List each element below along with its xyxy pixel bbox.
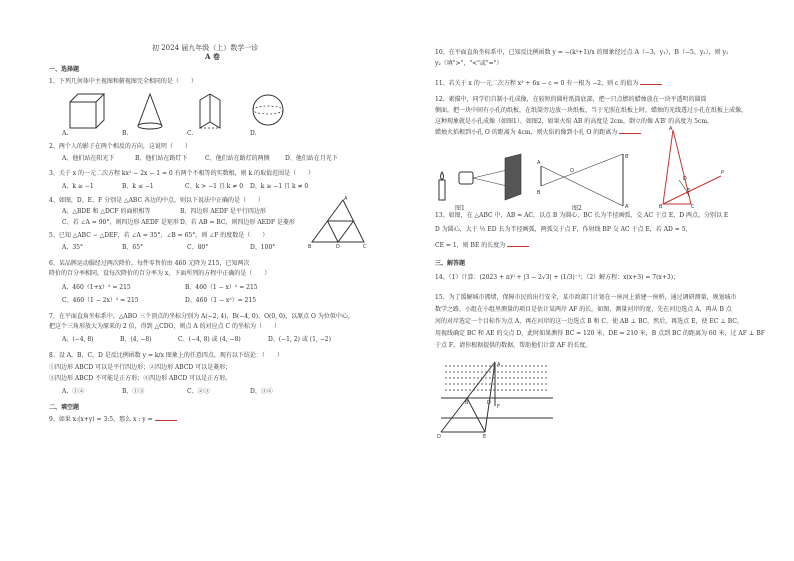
section-answer-heading: 三、解答题 bbox=[435, 260, 466, 267]
q7-option-c: C、(−4, 8) 或 (4, −8) bbox=[178, 336, 241, 343]
question-10-line2: y₂（填">"，"<"或"="） bbox=[435, 60, 503, 67]
question-13-line1: 13、如图，在 △ABC 中，AB = AC，以点 B 为圆心，BC 长为半径画弧，交 AC 于点 E，D 两点，分别以 E bbox=[435, 212, 729, 219]
question-3: 3、关于 x 的一元二次方程 kx² − 2x − 1 = 0 有两个不相等的实数根，则 k 的取值范围是（ ） bbox=[49, 170, 315, 177]
question-6-line2: 降价的百分率相同，设每次降价的百分率为 x，下面所列的方程中正确的是（ ） bbox=[49, 270, 271, 277]
q3-option-d: D、k ≥ −1 且 k ≠ 0 bbox=[250, 183, 309, 190]
svg-text:D: D bbox=[336, 244, 340, 250]
svg-text:F: F bbox=[497, 404, 500, 410]
q6-option-c: C、460（1 − 2x）² = 215 bbox=[62, 297, 139, 304]
question-15-line4: 用视线确定 BC 和 AE 的交点 D，此时如果测得 BC = 120 米，DE = 210 米，B 点到 BC 的距离为 60 米，过 AF ⊥ BF bbox=[435, 330, 765, 337]
cone-icon bbox=[138, 94, 162, 129]
svg-text:A: A bbox=[497, 362, 501, 368]
q1-option-a: A. bbox=[62, 130, 69, 137]
svg-text:B: B bbox=[537, 190, 541, 196]
svg-text:E: E bbox=[483, 434, 487, 440]
q4-option-a: A、△BDE 和 △DCF 的面积相等 bbox=[62, 208, 151, 215]
q6-option-b: B、460（1 − x）² = 215 bbox=[185, 284, 258, 291]
sphere-icon bbox=[253, 95, 283, 125]
q13-answer-blank[interactable] bbox=[507, 246, 529, 247]
q5-option-c: C、80° bbox=[187, 244, 209, 251]
question-12-line1: 12、素描中，同学们自制小孔成像，在较短的圆柱纸筒底部，把一只点燃的蜡烛放在一块平透明的圆筒 bbox=[435, 96, 707, 103]
rectangular-prism-icon bbox=[70, 94, 104, 128]
q15-river-figure bbox=[437, 360, 557, 440]
q5-option-d: D、100° bbox=[250, 244, 276, 251]
svg-text:A′: A′ bbox=[625, 204, 630, 210]
svg-text:D: D bbox=[437, 434, 441, 440]
q12-figure-1 bbox=[437, 150, 547, 210]
q8-option-d: D、③④ bbox=[250, 388, 273, 395]
q2-option-d: D、他们站在月光下 bbox=[285, 155, 338, 162]
triangular-prism-icon bbox=[200, 94, 220, 128]
q6-option-d: D、460（1 − x²）= 215 bbox=[185, 297, 257, 304]
question-5: 5、已知 △ABC ∽ △DEF，若 ∠A = 35°，∠B = 65°，则 ∠F 的度数是（ ） bbox=[49, 232, 269, 239]
q3-option-a: A、k ≥ −1 bbox=[62, 183, 94, 190]
q3-option-b: B、k ≤ −1 bbox=[122, 183, 154, 190]
figure-1-caption: 图1 bbox=[455, 205, 465, 212]
svg-text:C: C bbox=[691, 204, 695, 210]
q8-statement-1: ①四边形 ABCD 可以是平行四边形；②四边形 ABCD 可以是菱形； bbox=[49, 364, 232, 371]
q1-option-b: B. bbox=[122, 130, 129, 137]
candle-icon bbox=[439, 180, 445, 200]
svg-text:O: O bbox=[570, 168, 574, 174]
pinhole-box bbox=[459, 172, 473, 184]
q1-solids-figure bbox=[70, 90, 390, 140]
q8-statement-2: ③四边形 ABCD 不可能是正方形；④四边形 ABCD 可以是正方形。 bbox=[49, 375, 232, 382]
question-4: 4、如图，D、E、F 分别是 △ABC 各边的中点，则以下说法中正确的是（ ） bbox=[49, 197, 264, 204]
q5-option-a: A、35° bbox=[62, 244, 83, 251]
q5-option-b: B、65° bbox=[122, 244, 144, 251]
right-page bbox=[397, 0, 794, 561]
q8-option-b: B、①③ bbox=[122, 388, 145, 395]
question-10-line1: 10、在平面直角坐标系中，已知反比例函数 y = −(k²+1)/x 的图象经过点 A（−3，y₁），B（−5，y₂），则 y₁ bbox=[435, 49, 729, 56]
svg-text:B: B bbox=[659, 204, 663, 210]
svg-text:A: A bbox=[669, 126, 673, 132]
question-11 bbox=[435, 80, 662, 88]
svg-text:A: A bbox=[537, 160, 541, 166]
q4-option-b: B、四边形 AEDF 是平行四边形 bbox=[180, 208, 266, 215]
svg-text:D: D bbox=[683, 176, 687, 182]
question-13-line2: D 为圆心，大于 ½ ED 长为半径画弧，两弧交于点 F，作射线 BP 交 AC 于点 E，若 AD = 5， bbox=[435, 226, 692, 233]
flame-icon bbox=[441, 172, 444, 180]
exam-title: 初 2024 届九年级（上）数学一诊 bbox=[152, 44, 259, 52]
question-15-line1: 15、为了缓解城市拥堵，保障市民的出行安全，某市政部门计划在一座河上新建一座桥，通过调研测量，规划城市 bbox=[435, 294, 737, 301]
question-15-line5: 于点 F，请你根据提供的数据，帮助他们计算 AF 的长度。 bbox=[435, 342, 592, 349]
svg-text:B: B bbox=[465, 400, 469, 406]
q12-answer-blank[interactable] bbox=[619, 133, 641, 134]
q4-option-d: D、若 AB = BC，则四边形 AEDF 是菱形 bbox=[180, 219, 295, 226]
q1-option-c: C. bbox=[187, 130, 194, 137]
q4-option-c: C、若 ∠A = 90°，则四边形 AEDF 是矩形 bbox=[62, 219, 179, 226]
q6-option-a: A、460（1+x）² = 215 bbox=[62, 284, 131, 291]
question-2: 2、两个人的影子在两个相反的方向，这说明（ ） bbox=[49, 143, 191, 150]
question-12-line4 bbox=[435, 129, 641, 137]
question-13-text: CE = 1，则 BE 的长度为 bbox=[435, 242, 506, 249]
question-12-text: 蜡烛火焰根到小孔 O 的距离为 4cm，则火焰的像到小孔 O 的距离为 bbox=[435, 129, 618, 136]
q2-option-b: B、他们站在路灯下 bbox=[135, 155, 188, 162]
q7-option-a: A、(−4, 8) bbox=[62, 336, 94, 343]
svg-text:C: C bbox=[363, 244, 367, 250]
screen-image bbox=[505, 154, 521, 200]
question-15-line2: 数学之路，小组在小组里测量的项目是估计某两岸 AF 的长。如图，测量河岸的宽，先在河边选点 A，再从 B 点 bbox=[435, 306, 732, 313]
question-6-line1: 6、某品牌运动服经过两次降价，每件零售价由 460 元降为 215，已知两次 bbox=[49, 260, 250, 267]
figure-2-caption: 图2 bbox=[572, 205, 582, 212]
q8-option-a: A、①② bbox=[62, 388, 85, 395]
q8-option-c: C、②③ bbox=[187, 388, 210, 395]
svg-text:B: B bbox=[308, 244, 312, 250]
q13-triangle-figure bbox=[659, 128, 729, 208]
q9-answer-blank[interactable] bbox=[155, 420, 177, 421]
q1-option-d: D. bbox=[250, 130, 257, 137]
question-12-line3: 这种现象就是小孔成像（如图1）。如图2，如果火焰 AB 的高度是 2cm，倒立的像 A′B′ 的高度为 5cm， bbox=[435, 118, 714, 125]
svg-text:D: D bbox=[487, 400, 491, 406]
question-15-line3: 河的对岸选定一个目标作为点 A，再在河岸的这一边选点 B 和 C，使 AB ⊥ BC，然后，再选点 E，使 EC ⊥ BC， bbox=[435, 318, 743, 325]
question-13-line3 bbox=[435, 242, 529, 250]
q11-answer-blank[interactable] bbox=[640, 84, 662, 85]
section-choice-heading: 一、选择题 bbox=[49, 66, 80, 73]
q2-option-c: C、他们站在路灯的两侧 bbox=[205, 155, 270, 162]
q3-option-c: C、k > −1 且 k ≠ 0 bbox=[185, 183, 244, 190]
question-9 bbox=[49, 416, 177, 424]
q4-triangle-figure bbox=[308, 198, 368, 248]
svg-text:A: A bbox=[344, 196, 348, 202]
svg-text:E: E bbox=[687, 188, 691, 194]
svg-text:P: P bbox=[721, 170, 725, 176]
q7-option-b: B、(4, −8) bbox=[120, 336, 152, 343]
exam-subtitle: A 卷 bbox=[205, 52, 220, 61]
svg-text:B′: B′ bbox=[625, 154, 630, 160]
question-7-line2: 把这个三角形放大为原来的 2 倍，得到 △CDO，则点 A 的对应点 C 的坐标为（ ） bbox=[49, 323, 281, 330]
question-11-text: 11、若关于 x 的一元二次方程 x² + 6x − c = 0 有一根为 −2，则 c 的值为 bbox=[435, 80, 639, 87]
section-fill-heading: 二、填空题 bbox=[49, 404, 80, 411]
q12-figure-2 bbox=[537, 150, 630, 210]
q2-option-a: A、他们站在阳光下 bbox=[62, 155, 115, 162]
question-8: 8、设 A，B，C，D 是反比例函数 y = k/x 图象上的任意四点，现有以下结论：（ ） bbox=[49, 352, 283, 359]
question-7-line1: 7、在平面直角坐标系中，△ABO 三个顶点的坐标分别为 A(−2, 4)，B(−4, 0)，O(0, 0)，以原点 O 为位似中心， bbox=[49, 313, 354, 320]
question-14: 14、（1）计算：(2023 + π)⁰ + |3 − 2√3| + (1/3)⁻¹；（2）解方程：x(x+3) = 7(x+3)； bbox=[435, 274, 680, 281]
question-9-text: 9、如果 x:(x+y) = 3:5，那么 x : y = bbox=[49, 416, 153, 423]
question-12-line2: 侧面，把一块中间有小孔的纸板，在纸筒旁边放一块纸板，当于光照在纸板上时，蜡烛的光线透过小孔在纸板上成像， bbox=[435, 107, 748, 114]
q7-option-d: D、(−1, 2) 或 (1, −2) bbox=[268, 336, 331, 343]
question-1: 1、下列几何体中主视图和俯视图完全相同的是（ ） bbox=[49, 78, 197, 85]
